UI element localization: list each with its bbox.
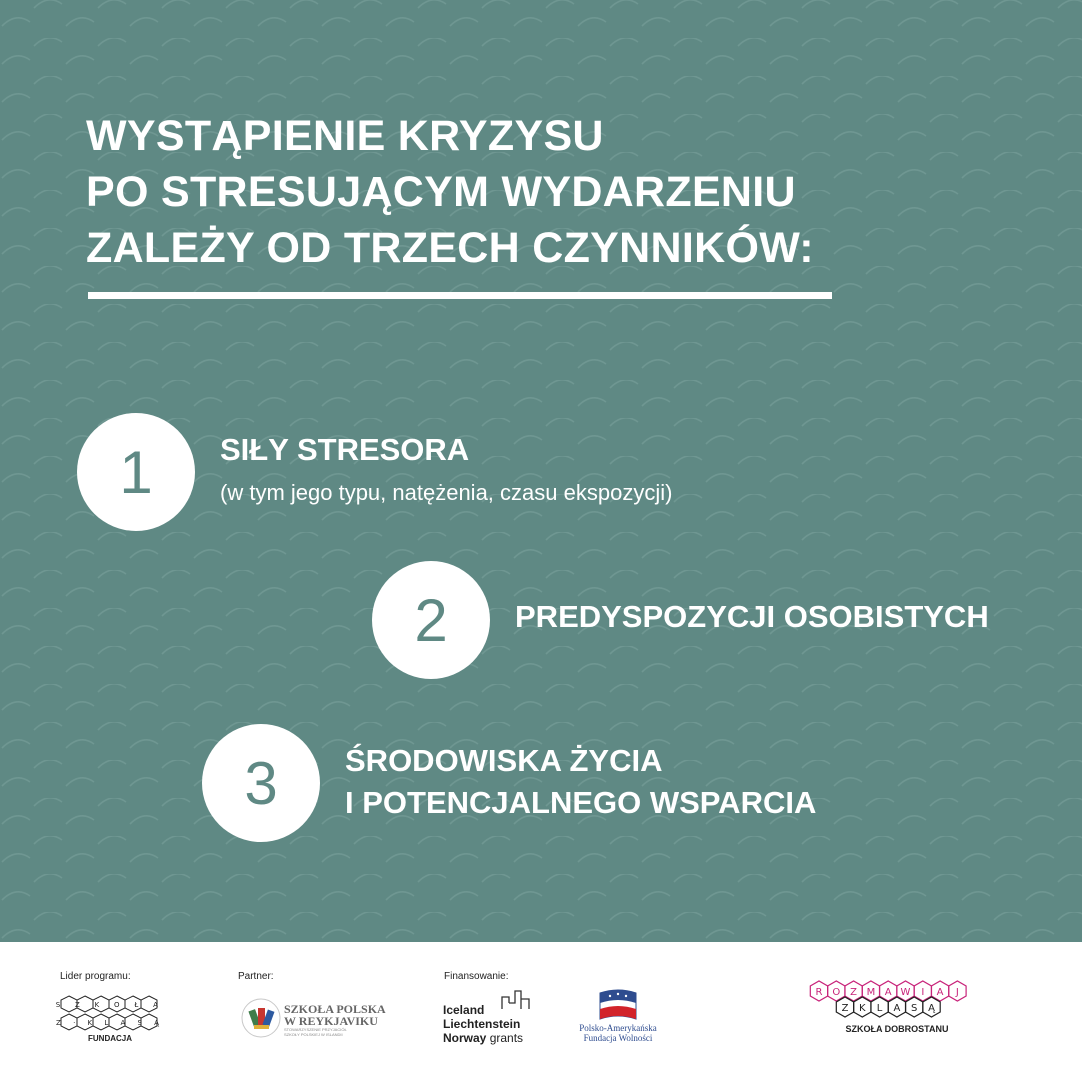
rozmawiaj-hexagons-icon — [808, 980, 986, 1024]
hexagon-letter: S — [911, 1003, 918, 1014]
hexagon-letter: A — [936, 987, 944, 998]
partner-logo-name-line-1: SZKOŁA POLSKA — [284, 1002, 386, 1016]
hexagon-letter: I — [921, 987, 925, 998]
factor-2-number-badge: 2 — [372, 561, 490, 679]
partner-logo-name — [284, 1003, 386, 1027]
hexagon-letter: Z — [841, 1003, 849, 1014]
hexagon-letter: A — [884, 987, 892, 998]
factor-3-title-line-2: I POTENCJALNEGO WSPARCIA — [345, 785, 817, 820]
pafw-line-2: Fundacja Wolności — [583, 1033, 653, 1043]
headline-divider — [88, 292, 832, 299]
partner-label: Partner: — [238, 971, 274, 982]
factor-1-subtitle: (w tym jego typu, natężenia, czasu ekspozycji) — [220, 480, 673, 505]
footer — [0, 942, 1082, 1080]
grants-mark-icon — [501, 989, 531, 1011]
eea-line-2: Liechtenstein — [443, 1017, 521, 1031]
factor-1-number-badge: 1 — [77, 413, 195, 531]
eea-norway-grants-logo — [443, 992, 533, 1045]
hexagon-letter: M — [866, 987, 876, 998]
partner-logo-small-line-2: SZKOŁY POLSKIEJ W ISLANDII — [284, 1032, 343, 1037]
hexagon-letter: K — [859, 1003, 866, 1014]
factor-3-number-badge: 3 — [202, 724, 320, 842]
leader-logo-letters — [55, 994, 165, 1034]
hexagon-letter: W — [900, 987, 911, 998]
partner-logo-small-text — [284, 1027, 347, 1037]
headline — [86, 108, 986, 276]
leader-label: Lider programu: — [60, 971, 131, 982]
flag-emblem-icon — [596, 989, 640, 1023]
program-logo-caption: SZKOŁA DOBROSTANU — [845, 1024, 949, 1034]
hexagon-letter: O — [832, 987, 841, 998]
rozmawiaj-z-klasa-logo — [808, 980, 986, 1038]
eea-line-3 — [443, 1031, 523, 1045]
school-emblem-icon — [240, 997, 282, 1039]
hexagon-letter: Ą — [928, 1003, 935, 1014]
szkola-z-klasa-logo — [55, 994, 165, 1044]
hexagon-letter: L — [876, 1003, 883, 1014]
eea-line-3-bold: Norway — [443, 1031, 487, 1045]
eea-line-1: Iceland — [443, 1003, 485, 1017]
partner-logo-name-line-2: W REYKJAVIKU — [284, 1014, 378, 1028]
pafw-line-1: Polsko-Amerykańska — [579, 1023, 657, 1033]
szkola-polska-reykjavik-logo — [240, 997, 386, 1043]
pafw-logo — [568, 989, 668, 1044]
hexagon-letter: A — [893, 1003, 901, 1014]
eea-line-3-regular: grants — [489, 1031, 524, 1045]
headline-line-3: ZALEŻY OD TRZECH CZYNNIKÓW: — [86, 224, 814, 272]
hexagon-letter: J — [955, 987, 959, 998]
factor-1-title: SIŁY STRESORA — [220, 432, 470, 467]
factor-2-title: PREDYSPOZYCJI OSOBISTYCH — [515, 599, 989, 634]
factor-3-title-line-1: ŚRODOWISKA ŻYCIA — [345, 743, 663, 778]
funding-label: Finansowanie: — [444, 971, 509, 982]
headline-line-2: PO STRESUJĄCYM WYDARZENIU — [86, 168, 796, 216]
leader-logo-caption: FUNDACJA — [88, 1034, 132, 1043]
leader-logo-bottom-letters: Z · K L A S Ą — [56, 1019, 164, 1027]
leader-logo-top-letters: S Z K O Ł A — [55, 1001, 165, 1009]
headline-line-1: WYSTĄPIENIE KRYZYSU — [86, 112, 604, 160]
factor-3-title — [345, 740, 816, 824]
hexagon-letter: Z — [850, 987, 858, 998]
hexagon-letter: R — [815, 987, 823, 998]
partner-logo-small-line-1: STOWARZYSZENIE PRZYJACIÓŁ — [284, 1027, 347, 1032]
